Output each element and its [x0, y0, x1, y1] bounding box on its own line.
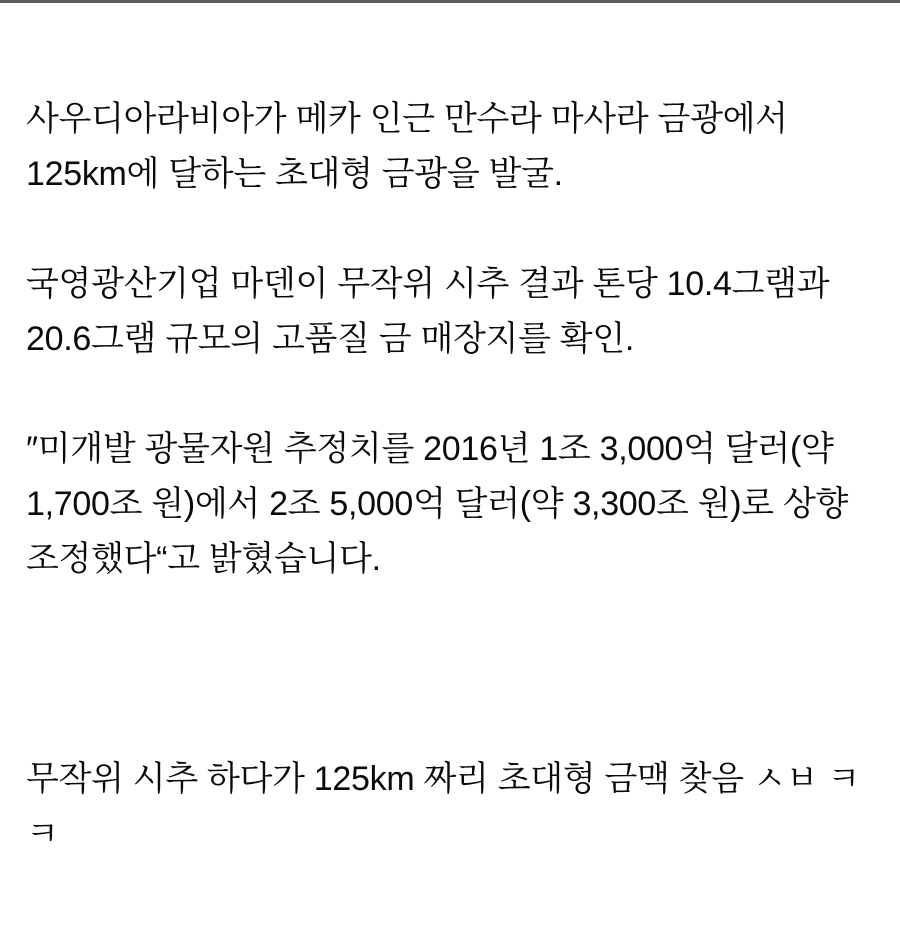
paragraph-quote-estimate — [26, 422, 872, 587]
paragraph-comment-line-1: 무작위 시추 하다가 125km 짜리 초대형 금맥 찾음 ㅅㅂ ㅋ — [26, 760, 860, 798]
paragraph-quote-estimate-line-3: 조정했다“고 밝혔습니다. — [26, 540, 381, 578]
paragraph-drilling-result-line-2: 20.6그램 규모의 고품질 금 매장지를 확인. — [26, 320, 635, 358]
paragraph-drilling-result — [26, 257, 872, 367]
paragraph-quote-estimate-line-2: 1,700조 원)에서 2조 5,000억 달러(약 3,300조 원)로 상향 — [26, 485, 849, 523]
paragraph-discovery-line-1: 사우디아라비아가 메카 인근 만수라 마사라 금광에서 — [26, 100, 788, 138]
paragraph-comment — [26, 752, 872, 862]
paragraph-drilling-result-line-1: 국영광산기업 마덴이 무작위 시추 결과 톤당 10.4그램과 — [26, 265, 830, 303]
post-text — [0, 3, 900, 862]
paragraph-discovery — [26, 92, 872, 202]
paragraph-comment-line-2: ㅋ — [26, 815, 59, 853]
paragraph-quote-estimate-line-1: ″미개발 광물자원 추정치를 2016년 1조 3,000억 달러(약 — [26, 430, 834, 468]
paragraph-discovery-line-2: 125km에 달하는 초대형 금광을 발굴. — [26, 155, 563, 193]
